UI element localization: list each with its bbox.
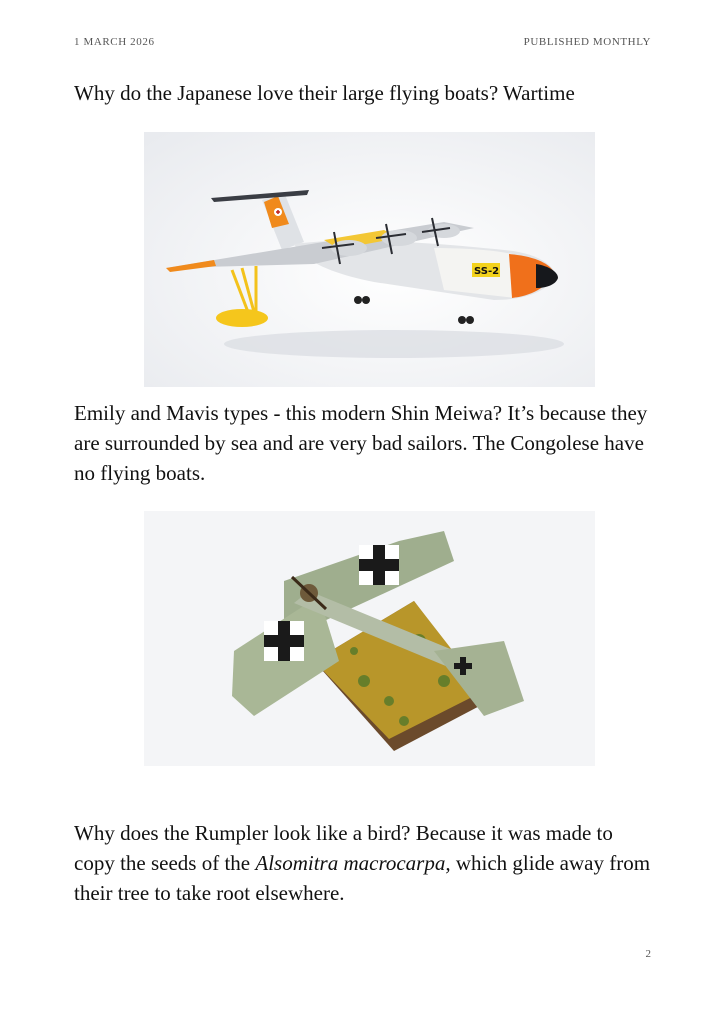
- svg-text:SS-2: SS-2: [474, 266, 500, 277]
- page-number: 2: [645, 948, 651, 960]
- paragraph-3-text-before: Why does the Rumpler look like a bird? Because it was made to copy the seeds of the: [74, 821, 613, 875]
- paragraph-3: [74, 818, 654, 908]
- rumpler-photo: [144, 511, 595, 766]
- publication-frequency: PUBLISHED MONTHLY: [523, 36, 651, 48]
- flying-boat-illustration: [144, 132, 595, 387]
- species-name: Alsomitra macrocarpa,: [255, 851, 451, 875]
- flying-boat-photo: [144, 132, 595, 387]
- page-header: [74, 36, 651, 50]
- rumpler-illustration: [144, 511, 595, 766]
- paragraph-3-text-after: which glide away from their tree to take root elsewhere.: [74, 851, 651, 905]
- issue-date: 1 MARCH 2026: [74, 36, 155, 48]
- iron-cross-1: [359, 545, 399, 585]
- paragraph-1: Why do the Japanese love their large flying boats? Wartime: [74, 81, 575, 105]
- paragraph-2: Emily and Mavis types - this modern Shin Meiwa? It’s because they are surrounded by sea and are very bad sailors. The Congolese have no flying boats.: [74, 401, 648, 485]
